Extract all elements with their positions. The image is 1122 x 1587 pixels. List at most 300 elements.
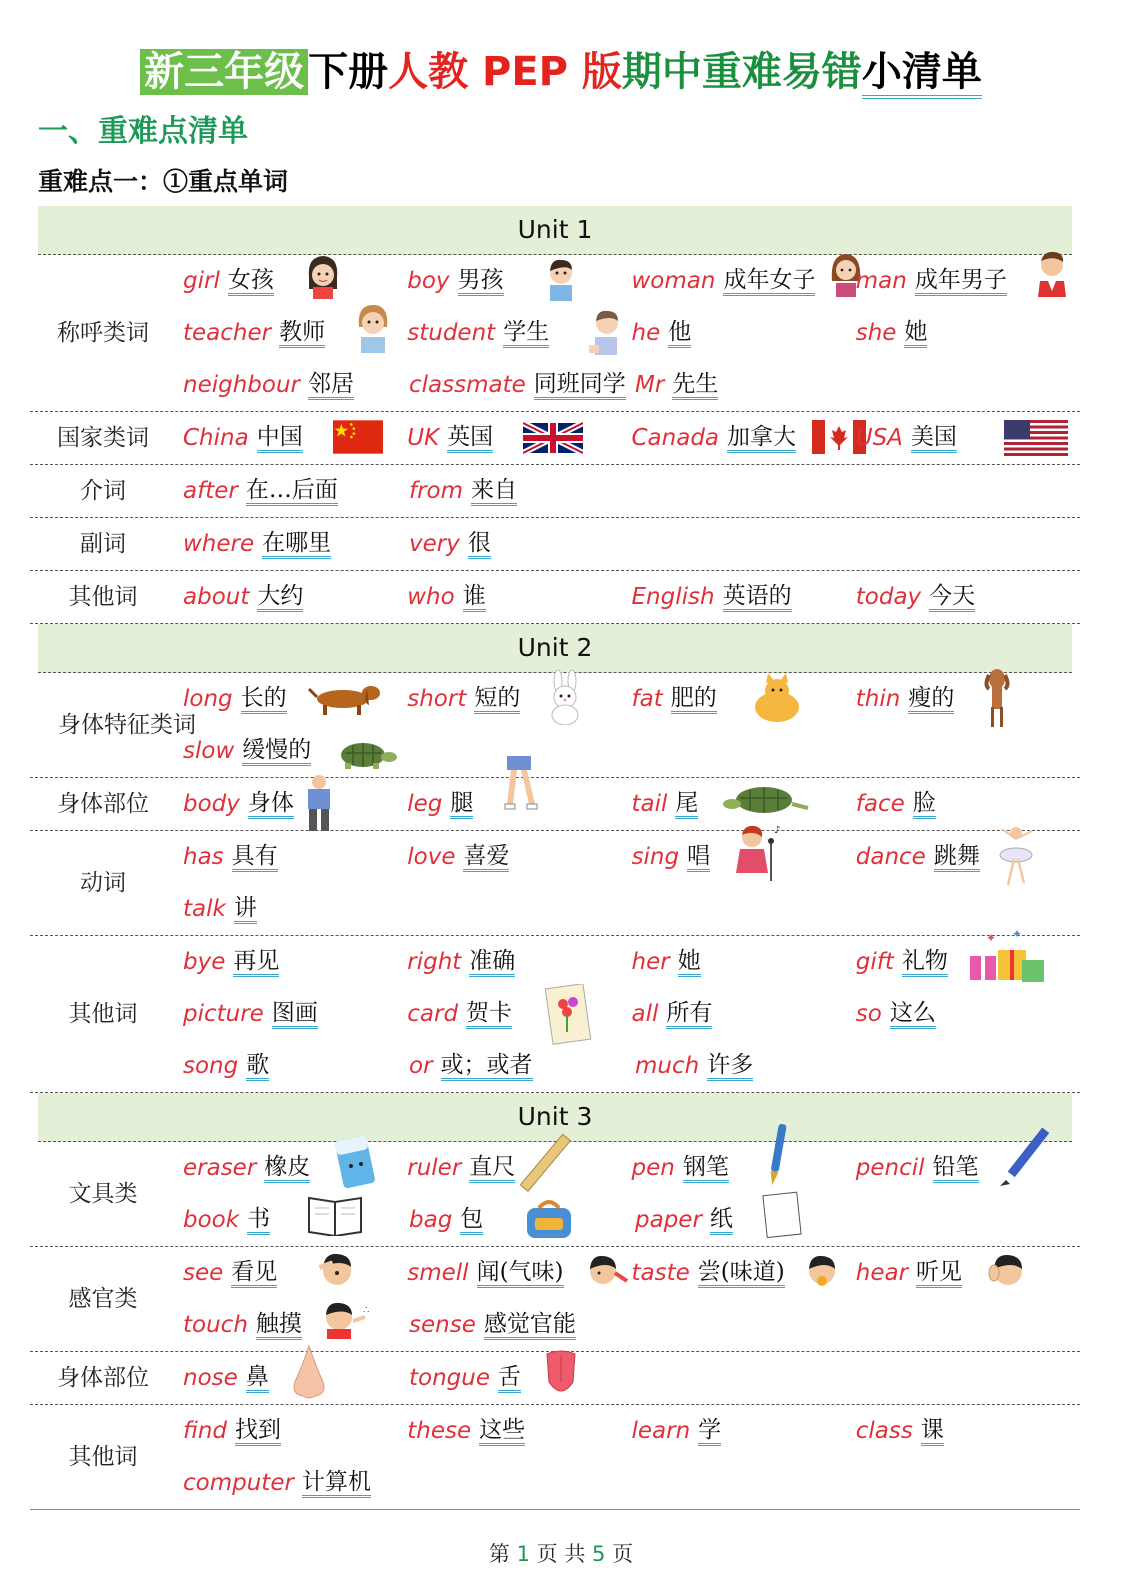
word-group xyxy=(30,465,1080,518)
word-entry xyxy=(183,1142,407,1194)
word-row xyxy=(183,927,1080,988)
chinese-meaning: 学生 xyxy=(503,319,549,348)
category-label: 称呼类词 xyxy=(57,320,149,346)
english-word: China xyxy=(183,425,249,451)
chinese-meaning: 尾 xyxy=(675,790,698,819)
smell-icon xyxy=(585,1251,629,1295)
word-entry xyxy=(183,359,409,411)
english-word: body xyxy=(183,791,240,817)
english-word: pencil xyxy=(855,1155,925,1181)
chinese-meaning: 跳舞 xyxy=(934,843,980,872)
chinese-meaning: 舌 xyxy=(498,1364,521,1393)
word-entry xyxy=(856,1405,1080,1457)
boy-icon xyxy=(541,255,581,305)
student-icon xyxy=(585,305,625,359)
chinese-meaning: 短的 xyxy=(474,685,520,714)
chinese-meaning: 来自 xyxy=(471,477,517,506)
title-list: 小清单 xyxy=(862,49,982,99)
word-group xyxy=(30,1405,1080,1510)
word-entry xyxy=(183,936,407,988)
chinese-meaning: 很 xyxy=(468,530,491,559)
chinese-meaning: 所有 xyxy=(666,1000,712,1029)
word-entry xyxy=(183,465,409,517)
word-entry xyxy=(183,725,409,777)
english-word: dance xyxy=(855,844,926,870)
word-entry xyxy=(631,825,856,883)
english-word: class xyxy=(855,1418,913,1444)
subsection-heading: 重难点一：①重点单词 xyxy=(38,167,289,196)
english-word: card xyxy=(407,1001,459,1027)
chinese-meaning: 触摸 xyxy=(256,1311,302,1340)
category-label: 身体部位 xyxy=(57,791,149,817)
bag-icon xyxy=(521,1196,577,1244)
word-row xyxy=(183,673,1080,725)
word-entry xyxy=(183,1352,409,1404)
english-word: has xyxy=(183,844,224,870)
chinese-meaning: 尝(味道) xyxy=(698,1259,785,1288)
word-row xyxy=(183,255,1080,307)
word-entry xyxy=(856,831,1080,883)
word-entry xyxy=(183,831,407,883)
english-word: Canada xyxy=(631,425,720,451)
english-word: computer xyxy=(183,1470,294,1496)
chinese-meaning: 在…后面 xyxy=(246,477,338,506)
word-row xyxy=(183,1352,1080,1404)
word-row xyxy=(183,778,1080,830)
chinese-meaning: 美国 xyxy=(911,424,957,453)
english-word: sense xyxy=(409,1312,476,1338)
english-word: eraser xyxy=(183,1155,257,1181)
chinese-meaning: 找到 xyxy=(235,1417,281,1446)
singer-icon xyxy=(730,823,786,887)
teacher-icon xyxy=(353,301,393,357)
chinese-meaning: 邻居 xyxy=(308,371,354,400)
word-row xyxy=(183,825,1080,883)
word-entry xyxy=(183,988,407,1040)
footer-middle: 页 共 xyxy=(536,1542,586,1566)
english-word: nose xyxy=(183,1365,238,1391)
word-group xyxy=(30,673,1080,778)
paper-icon xyxy=(759,1190,803,1244)
word-entry xyxy=(407,307,631,359)
word-entry xyxy=(856,778,1080,830)
word-entry xyxy=(407,571,631,623)
english-word: taste xyxy=(631,1260,690,1286)
word-row xyxy=(183,359,1080,411)
english-word: ruler xyxy=(407,1155,462,1181)
chinese-meaning: 课 xyxy=(921,1417,944,1446)
category-label: 身体特征类词 xyxy=(58,712,196,738)
gift-icon xyxy=(966,926,1046,994)
word-row xyxy=(183,725,1080,777)
turtle-icon xyxy=(331,737,401,777)
chinese-meaning: 具有 xyxy=(232,843,278,872)
category-label: 介词 xyxy=(80,478,126,504)
english-word: smell xyxy=(407,1260,469,1286)
chinese-meaning: 唱 xyxy=(687,843,710,872)
chinese-meaning: 瘦的 xyxy=(908,685,954,714)
word-entry xyxy=(409,1194,635,1246)
chinese-meaning: 计算机 xyxy=(302,1469,371,1498)
chinese-meaning: 歌 xyxy=(246,1052,269,1081)
category-label: 国家类词 xyxy=(57,425,149,451)
body-icon xyxy=(299,774,339,836)
chinese-meaning: 英语的 xyxy=(723,583,792,612)
word-row xyxy=(183,518,1080,570)
word-entry xyxy=(183,1405,407,1457)
english-word: USA xyxy=(855,425,903,451)
word-row xyxy=(183,1040,1080,1092)
title-term: 下册 xyxy=(308,49,389,95)
english-word: bag xyxy=(409,1207,453,1233)
word-entry xyxy=(409,518,635,570)
category-label: 动词 xyxy=(80,870,126,896)
word-entry xyxy=(632,1405,856,1457)
tongue-icon xyxy=(539,1348,583,1404)
english-word: book xyxy=(183,1207,240,1233)
word-entry xyxy=(632,1247,856,1299)
svg-text:✦: ✦ xyxy=(985,931,996,945)
chinese-meaning: 图画 xyxy=(272,1000,318,1029)
thin-dog-icon xyxy=(980,665,1014,733)
rabbit-icon xyxy=(543,669,587,729)
chinese-meaning: 钢笔 xyxy=(683,1154,729,1183)
word-entry xyxy=(632,988,856,1040)
word-entry xyxy=(183,778,407,830)
dachshund-icon xyxy=(307,679,381,723)
word-entry xyxy=(632,255,856,307)
chinese-meaning: 先生 xyxy=(672,371,718,400)
word-row xyxy=(183,1405,1080,1457)
word-entry xyxy=(856,412,1080,464)
english-word: all xyxy=(631,1001,659,1027)
word-group xyxy=(30,1247,1080,1352)
title-grade: 新三年级 xyxy=(140,49,308,95)
chinese-meaning: 教师 xyxy=(279,319,325,348)
pencil-icon xyxy=(996,1128,1056,1192)
word-entry xyxy=(407,831,631,883)
chinese-meaning: 英国 xyxy=(447,424,493,453)
english-word: short xyxy=(407,686,467,712)
english-word: English xyxy=(631,584,715,610)
word-row xyxy=(183,1457,1080,1509)
word-entry xyxy=(856,1142,1080,1194)
unit-header: Unit 2 xyxy=(38,624,1072,673)
english-word: girl xyxy=(183,268,220,294)
category-label: 其他词 xyxy=(68,1001,138,1027)
english-word: man xyxy=(855,268,907,294)
word-entry xyxy=(632,412,856,464)
chinese-meaning: 或；或者 xyxy=(441,1052,533,1081)
chinese-meaning: 中国 xyxy=(257,424,303,453)
chinese-meaning: 学 xyxy=(698,1417,721,1446)
word-entry xyxy=(407,673,631,725)
word-entry xyxy=(409,1352,635,1404)
english-word: about xyxy=(183,584,250,610)
word-group xyxy=(30,255,1080,412)
chinese-meaning: 直尺 xyxy=(469,1154,515,1183)
word-entry xyxy=(409,359,635,411)
chinese-meaning: 腿 xyxy=(450,790,473,819)
word-entry xyxy=(632,936,856,988)
chinese-meaning: 男孩 xyxy=(458,267,504,296)
english-word: picture xyxy=(183,1001,264,1027)
chinese-meaning: 脸 xyxy=(913,790,936,819)
word-entry xyxy=(409,1040,635,1092)
page-number: 1 xyxy=(516,1542,530,1566)
taste-icon xyxy=(802,1251,842,1295)
chinese-meaning: 同班同学 xyxy=(534,371,626,400)
chinese-meaning: 女孩 xyxy=(228,267,274,296)
uk-flag-icon xyxy=(523,422,583,458)
usa-flag-icon xyxy=(1004,420,1068,460)
chinese-meaning: 书 xyxy=(247,1206,270,1235)
chinese-meaning: 成年女子 xyxy=(723,267,815,296)
english-word: teacher xyxy=(183,320,272,346)
page-title xyxy=(0,36,1122,108)
english-word: hear xyxy=(855,1260,909,1286)
english-word: today xyxy=(855,584,922,610)
english-word: tail xyxy=(631,791,668,817)
word-entry xyxy=(183,412,407,464)
word-row xyxy=(183,571,1080,623)
word-entry xyxy=(856,571,1080,623)
page-total: 5 xyxy=(592,1542,606,1566)
word-row xyxy=(183,465,1080,517)
chinese-meaning: 长的 xyxy=(241,685,287,714)
word-row xyxy=(183,307,1080,359)
word-entry xyxy=(635,359,861,411)
category-label: 其他词 xyxy=(68,1444,138,1470)
nose-icon xyxy=(287,1344,331,1406)
chinese-meaning: 谁 xyxy=(463,583,486,612)
english-word: neighbour xyxy=(183,372,300,398)
category-label: 其他词 xyxy=(68,584,138,610)
word-entry xyxy=(635,1040,861,1092)
girl-icon xyxy=(303,253,343,303)
word-entry xyxy=(407,412,631,464)
chinese-meaning: 铅笔 xyxy=(933,1154,979,1183)
word-entry xyxy=(856,988,1080,1040)
english-word: where xyxy=(183,531,255,557)
english-word: fat xyxy=(631,686,663,712)
word-entry xyxy=(183,1194,409,1246)
english-word: leg xyxy=(407,791,443,817)
chinese-meaning: 看见 xyxy=(231,1259,277,1288)
english-word: tongue xyxy=(409,1365,490,1391)
word-entry xyxy=(183,518,409,570)
chinese-meaning: 成年男子 xyxy=(915,267,1007,296)
fat-cat-icon xyxy=(750,673,804,727)
word-group xyxy=(30,1352,1080,1405)
category-label: 文具类 xyxy=(68,1181,138,1207)
english-word: he xyxy=(631,320,661,346)
category-label: 身体部位 xyxy=(57,1365,149,1391)
title-edition: 人教 PEP 版 xyxy=(388,49,622,95)
svg-text:✦: ✦ xyxy=(1011,927,1022,941)
word-entry xyxy=(632,673,856,725)
svg-text:∴: ∴ xyxy=(363,1305,370,1316)
china-flag-icon xyxy=(333,420,383,458)
english-word: face xyxy=(855,791,905,817)
word-entry xyxy=(183,307,407,359)
unit-header: Unit 3 xyxy=(38,1093,1072,1142)
english-word: sing xyxy=(631,844,680,870)
chinese-meaning: 大约 xyxy=(257,583,303,612)
word-entry xyxy=(407,936,631,988)
section-heading: 一、重难点清单 xyxy=(38,114,248,149)
chinese-meaning: 礼物 xyxy=(902,948,948,977)
footer-suffix: 页 xyxy=(612,1542,634,1566)
chinese-meaning: 身体 xyxy=(248,790,294,819)
pen-icon xyxy=(764,1122,794,1192)
chinese-meaning: 许多 xyxy=(707,1052,753,1081)
english-word: learn xyxy=(631,1418,691,1444)
chinese-meaning: 包 xyxy=(460,1206,483,1235)
chinese-meaning: 喜爱 xyxy=(463,843,509,872)
word-group xyxy=(30,927,1080,1093)
word-entry xyxy=(632,571,856,623)
chinese-meaning: 肥的 xyxy=(671,685,717,714)
english-word: so xyxy=(855,1001,882,1027)
word-entry xyxy=(407,1247,631,1299)
ruler-icon xyxy=(519,1132,573,1196)
word-entry xyxy=(855,927,1080,988)
english-word: Mr xyxy=(635,372,665,398)
word-entry xyxy=(409,1299,635,1351)
english-word: who xyxy=(407,584,455,610)
word-row xyxy=(183,1142,1080,1194)
english-word: these xyxy=(407,1418,472,1444)
english-word: slow xyxy=(183,738,235,764)
word-group xyxy=(30,412,1080,465)
word-group xyxy=(30,825,1080,936)
leg-icon xyxy=(499,756,539,822)
chinese-meaning: 鼻 xyxy=(246,1364,269,1393)
word-entry xyxy=(856,307,1080,359)
page-footer xyxy=(0,1538,1122,1568)
word-entry xyxy=(409,465,635,517)
chinese-meaning: 闻(气味) xyxy=(477,1259,564,1288)
english-word: woman xyxy=(631,268,716,294)
word-row xyxy=(183,1247,1080,1299)
turtle-tail-icon xyxy=(720,782,810,826)
word-entry xyxy=(407,255,631,307)
category-label: 副词 xyxy=(80,531,126,557)
english-word: see xyxy=(183,1260,224,1286)
chinese-meaning: 缓慢的 xyxy=(242,737,311,766)
english-word: after xyxy=(183,478,238,504)
word-entry xyxy=(856,673,1080,725)
english-word: she xyxy=(855,320,897,346)
chinese-meaning: 橡皮 xyxy=(264,1154,310,1183)
word-row xyxy=(183,988,1080,1040)
dancer-icon xyxy=(996,825,1036,891)
word-group xyxy=(30,778,1080,831)
english-word: very xyxy=(409,531,460,557)
english-word: right xyxy=(407,949,462,975)
english-word: love xyxy=(407,844,456,870)
word-entry xyxy=(183,883,409,935)
chinese-meaning: 讲 xyxy=(234,895,257,924)
chinese-meaning: 纸 xyxy=(710,1206,733,1235)
chinese-meaning: 这些 xyxy=(479,1417,525,1446)
word-entry xyxy=(407,988,631,1040)
chinese-meaning: 他 xyxy=(668,319,691,348)
word-entry xyxy=(183,1457,409,1509)
vocabulary-sheet xyxy=(30,206,1080,1510)
english-word: talk xyxy=(183,896,226,922)
touch-icon xyxy=(319,1299,375,1343)
english-word: touch xyxy=(183,1312,248,1338)
word-row xyxy=(183,1194,1080,1246)
english-word: bye xyxy=(183,949,226,975)
word-row xyxy=(183,883,1080,935)
english-word: UK xyxy=(407,425,440,451)
chinese-meaning: 再见 xyxy=(233,948,279,977)
chinese-meaning: 这么 xyxy=(890,1000,936,1029)
chinese-meaning: 她 xyxy=(678,948,701,977)
unit-header: Unit 1 xyxy=(38,206,1072,255)
english-word: pen xyxy=(631,1155,675,1181)
word-entry xyxy=(183,1247,407,1299)
footer-prefix: 第 xyxy=(488,1542,510,1566)
english-word: song xyxy=(183,1053,239,1079)
english-word: gift xyxy=(855,949,894,975)
chinese-meaning: 准确 xyxy=(469,948,515,977)
english-word: student xyxy=(407,320,496,346)
word-entry xyxy=(407,1142,631,1194)
hear-icon xyxy=(984,1251,1034,1295)
svg-text:♪: ♪ xyxy=(773,825,780,836)
word-group xyxy=(30,571,1080,624)
word-entry xyxy=(407,1405,631,1457)
word-entry xyxy=(407,778,631,830)
english-word: her xyxy=(631,949,670,975)
word-row xyxy=(183,412,1080,464)
chinese-meaning: 听见 xyxy=(916,1259,962,1288)
word-entry xyxy=(632,307,856,359)
word-entry xyxy=(632,1142,856,1194)
title-topic: 期中重难易错 xyxy=(621,49,862,95)
word-entry xyxy=(183,255,407,307)
chinese-meaning: 今天 xyxy=(929,583,975,612)
english-word: find xyxy=(183,1418,228,1444)
chinese-meaning: 感觉官能 xyxy=(484,1311,576,1340)
word-entry xyxy=(183,1040,409,1092)
man-icon xyxy=(1032,247,1072,301)
english-word: classmate xyxy=(409,372,526,398)
see-icon xyxy=(311,1249,361,1293)
word-entry xyxy=(183,571,407,623)
english-word: from xyxy=(409,478,464,504)
english-word: or xyxy=(409,1053,433,1079)
english-word: long xyxy=(183,686,233,712)
word-entry xyxy=(856,255,1080,307)
chinese-meaning: 加拿大 xyxy=(727,424,796,453)
english-word: boy xyxy=(407,268,450,294)
word-entry xyxy=(183,673,407,725)
chinese-meaning: 在哪里 xyxy=(262,530,331,559)
english-word: much xyxy=(635,1053,700,1079)
chinese-meaning: 她 xyxy=(904,319,927,348)
book-icon xyxy=(305,1192,365,1240)
word-entry xyxy=(856,1247,1080,1299)
eraser-icon xyxy=(331,1132,381,1194)
english-word: paper xyxy=(635,1207,702,1233)
word-group xyxy=(30,1142,1080,1247)
english-word: thin xyxy=(855,686,901,712)
